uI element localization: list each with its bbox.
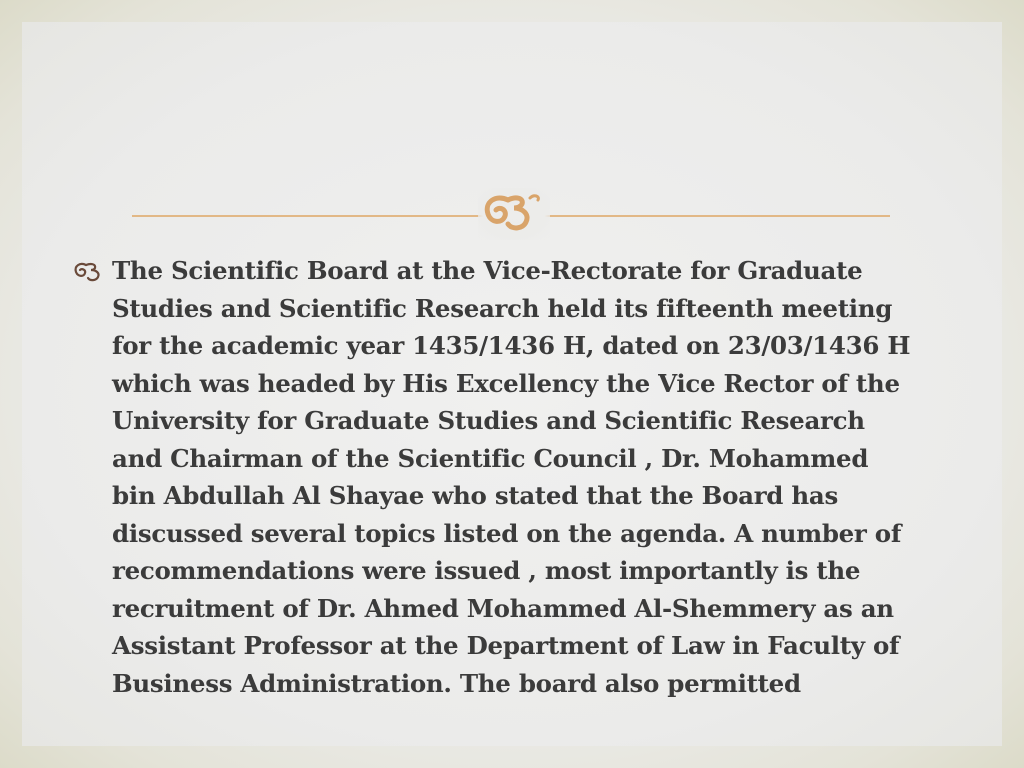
paragraph-line: recommendations were issued , most importantly is the [112, 556, 861, 585]
paragraph-line: and Chairman of the Scientific Council , Dr. Mohammed [112, 443, 869, 473]
paragraph-line: Assistant Professor at the Department of Law in Faculty of [112, 631, 900, 660]
paragraph-line: Studies and Scientific Research held its fifteenth meeting [112, 293, 893, 323]
ornamental-bullet-icon [72, 260, 106, 282]
paragraph-line: Business Administration. The board also permitted [112, 668, 801, 698]
paragraph-line: for the academic year 1435/1436 H, dated on 23/03/1436 H [112, 331, 911, 360]
paragraph-line: The Scientific Board at the Vice-Rectorate for Graduate [112, 256, 863, 285]
body-content [72, 252, 972, 702]
paragraph-line: recruitment of Dr. Ahmed Mohammed Al-Shemmery as an [112, 593, 894, 623]
paragraph-line: bin Abdullah Al Shayae who stated that the Board has [112, 481, 838, 510]
paragraph-line: University for Graduate Studies and Scientific Research [112, 406, 865, 435]
paragraph-line: which was headed by His Excellency the Vice Rector of the [112, 368, 900, 398]
ornamental-flourish-icon [478, 188, 550, 240]
paragraph-line: discussed several topics listed on the agenda. A number of [112, 518, 902, 548]
body-paragraph [72, 252, 972, 702]
